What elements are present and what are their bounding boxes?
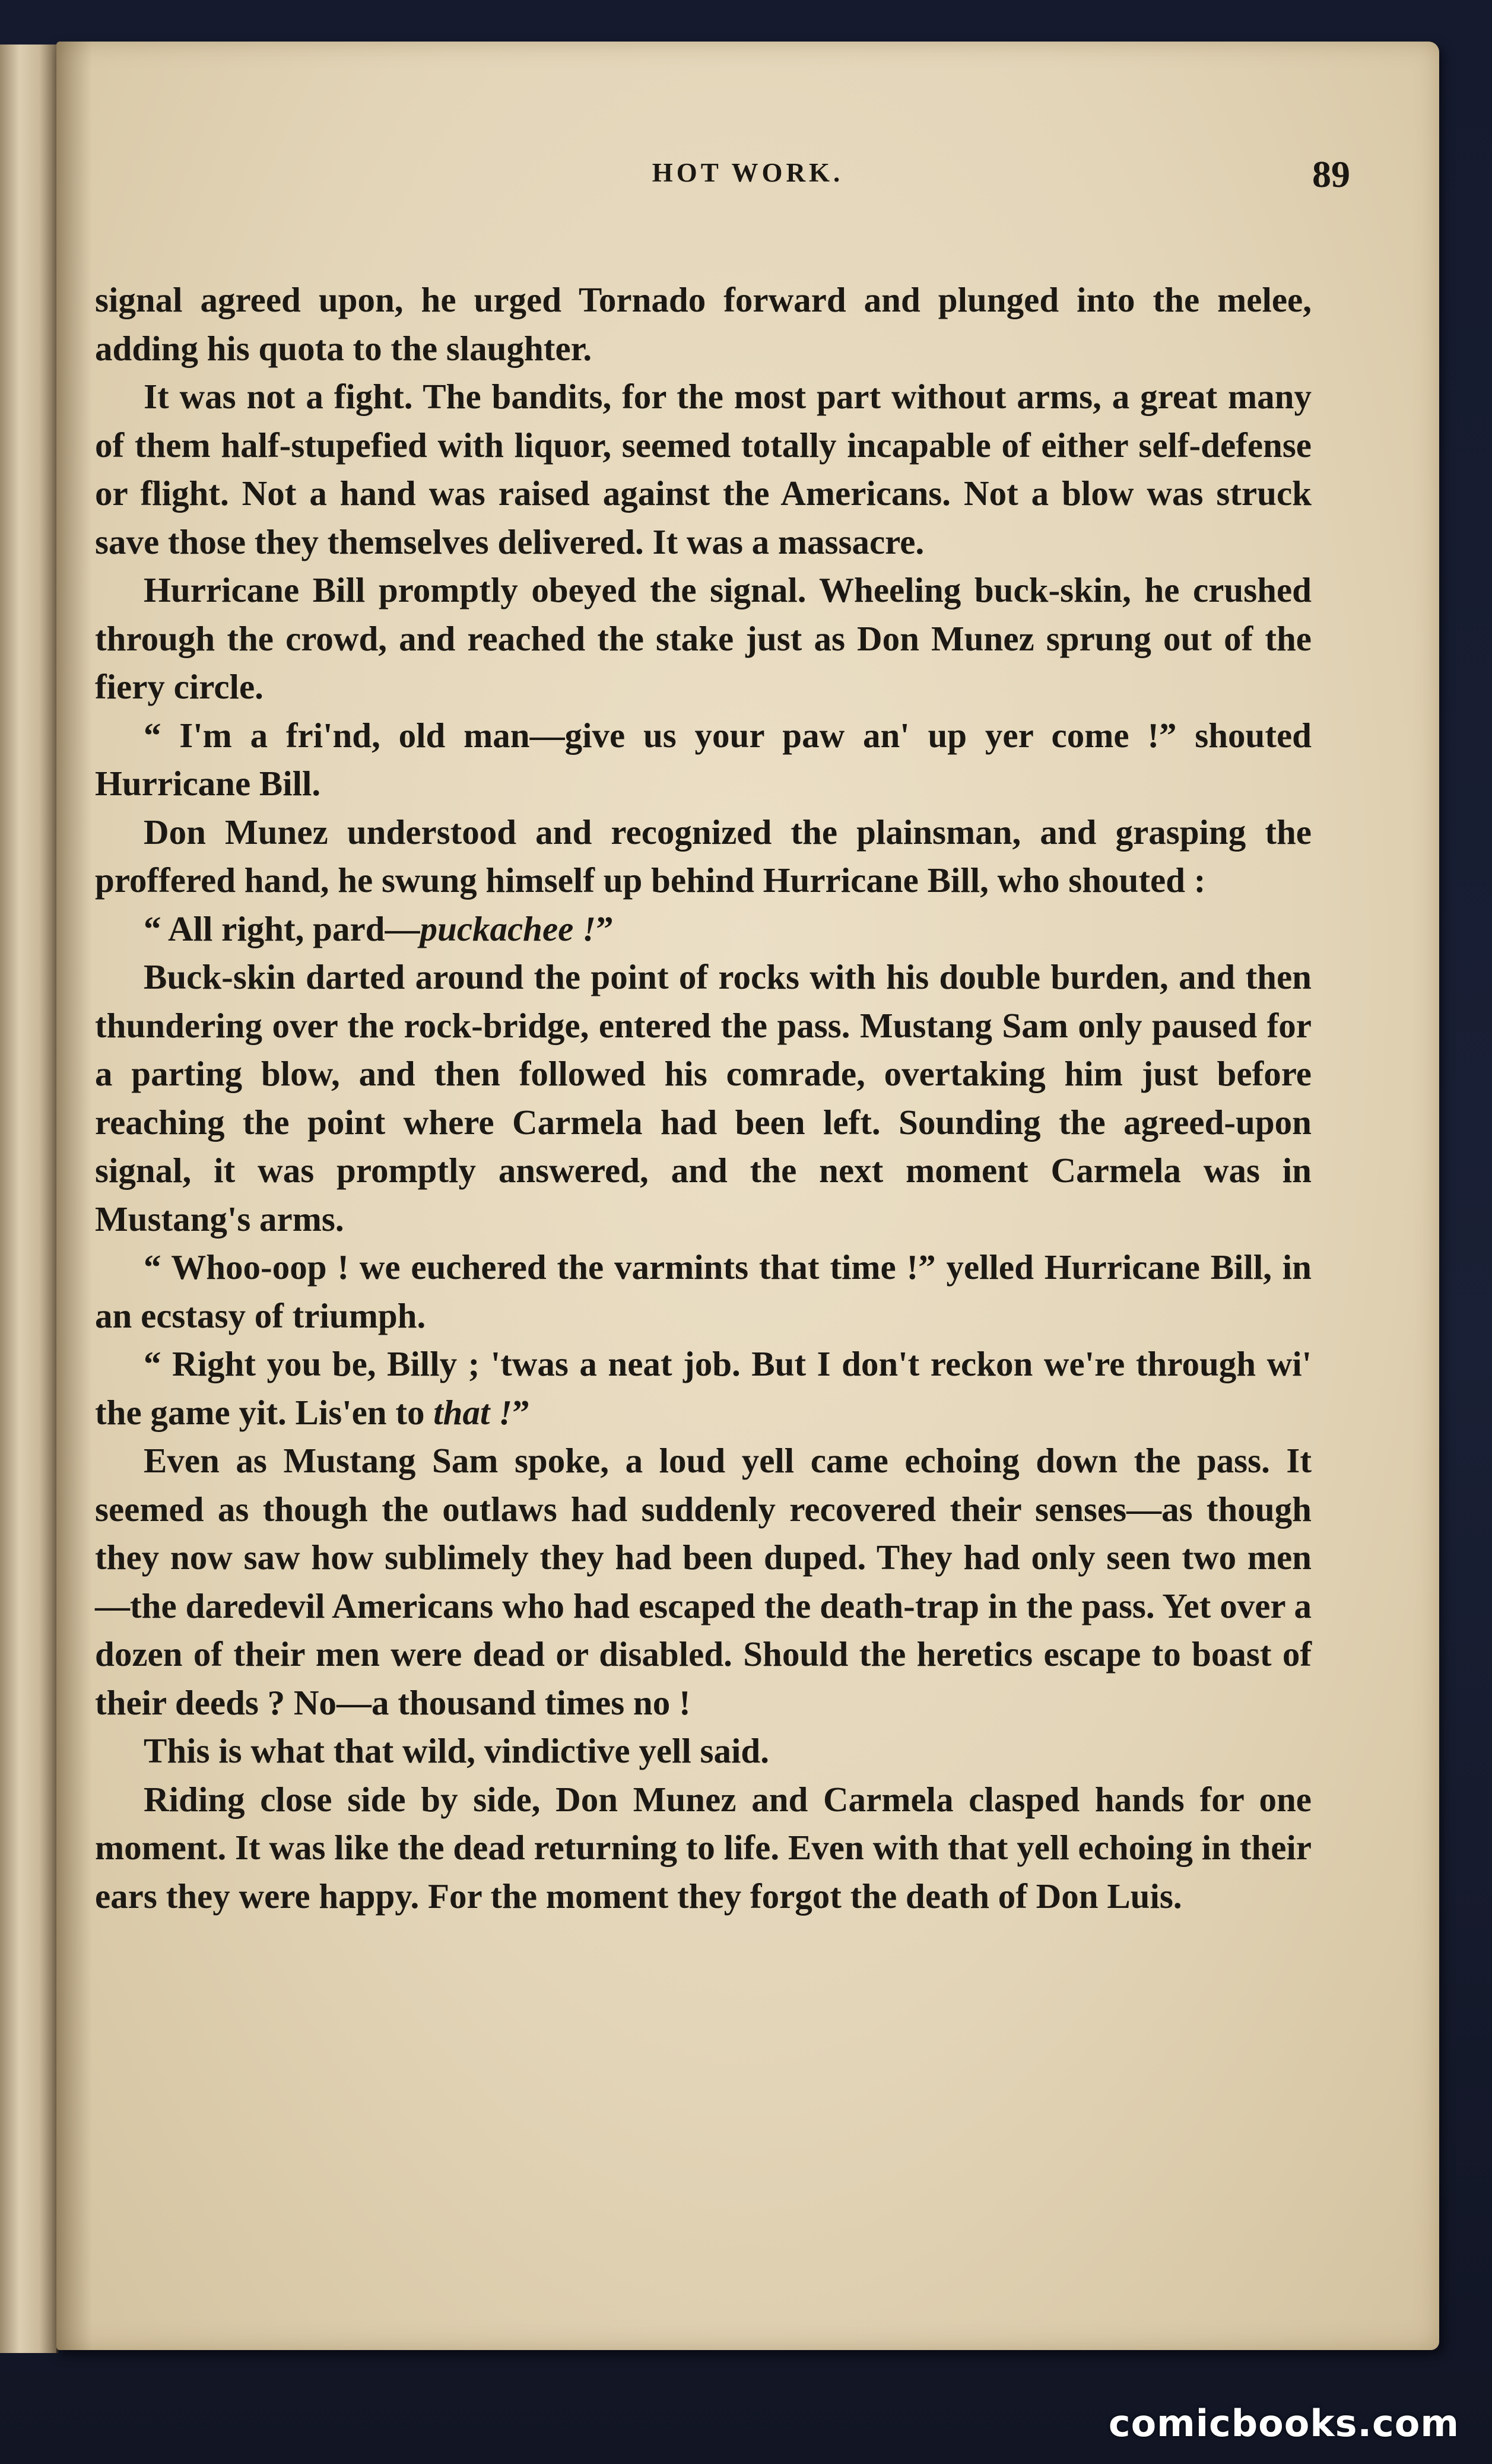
- paragraph-text: ”: [596, 909, 614, 948]
- page-number: 89: [1312, 153, 1350, 195]
- paragraph: signal agreed upon, he urged Tornado forward and plunged into the melee, adding his quota to the slaughter.: [95, 280, 1312, 368]
- paragraph: It was not a fight. The bandits, for the most part without arms, a great many of them half-stupefied with liquor, seemed totally incapable of either self-defense or flight. Not a hand was raised against the Americans. Not a blow was struck save those they themselves delivered. It was a massacre.: [95, 377, 1312, 561]
- paragraph: Riding close side by side, Don Munez and Carmela clasped hands for one moment. It was like the dead returning to life. Even with that yell echoing in their ears they were happy. For the moment they forgot the death of Don Luis.: [95, 1779, 1312, 1916]
- paragraph: [95, 1340, 1312, 1437]
- italic-text: puckachee !: [420, 909, 596, 948]
- paragraph: Even as Mustang Sam spoke, a loud yell came echoing down the pass. It seemed as though the outlaws had suddenly recovered their senses—as though they now saw how sublimely they had been duped. They had only seen two men—the daredevil Americans who had escaped the death-trap in the pass. Yet over a dozen of their men were dead or disabled. Should the heretics escape to boast of their deeds ? No—a thousand times no !: [95, 1441, 1312, 1722]
- paragraph: Hurricane Bill promptly obeyed the signal. Wheeling buck-skin, he crushed through the crowd, and reached the stake just as Don Munez sprung out of the fiery circle.: [95, 570, 1312, 706]
- paragraph: “ Whoo-oop ! we euchered the varmints that time !” yelled Hurricane Bill, in an ecstasy of triumph.: [95, 1247, 1312, 1335]
- paragraph: This is what that wild, vindictive yell said.: [144, 1731, 769, 1770]
- paragraph-text: ”: [512, 1392, 530, 1432]
- paragraph-text: “ Right you be, Billy ; 'twas a neat job. But I don't reckon we're through wi' the game yit. Lis'en to: [95, 1344, 1312, 1432]
- paragraph: [95, 905, 1312, 954]
- spine-shadow: [56, 42, 92, 2350]
- running-title: HOT WORK.: [652, 158, 844, 188]
- site-watermark: comicbooks.com: [1108, 2402, 1459, 2445]
- book-page: [56, 42, 1439, 2350]
- previous-page-edge: [0, 45, 58, 2353]
- paragraph: Don Munez understood and recognized the plainsman, and grasping the proffered hand, he swung himself up behind Hurricane Bill, who shouted :: [95, 812, 1312, 900]
- body-text: [95, 276, 1312, 1920]
- italic-text: that !: [433, 1392, 513, 1432]
- paragraph: “ I'm a fri'nd, old man—give us your paw an' up yer come !” shouted Hurricane Bill.: [95, 715, 1312, 803]
- paragraph-text: “ All right, pard—: [144, 909, 420, 948]
- running-head: [56, 153, 1439, 199]
- paragraph: Buck-skin darted around the point of rocks with his double burden, and then thundering over the rock-bridge, entered the pass. Mustang Sam only paused for a parting blow, and then followed his comrade, overtaking him just before reaching the point where Carmela had been left. Sounding the agreed-upon signal, it was promptly answered, and the next moment Carmela was in Mustang's arms.: [95, 957, 1312, 1239]
